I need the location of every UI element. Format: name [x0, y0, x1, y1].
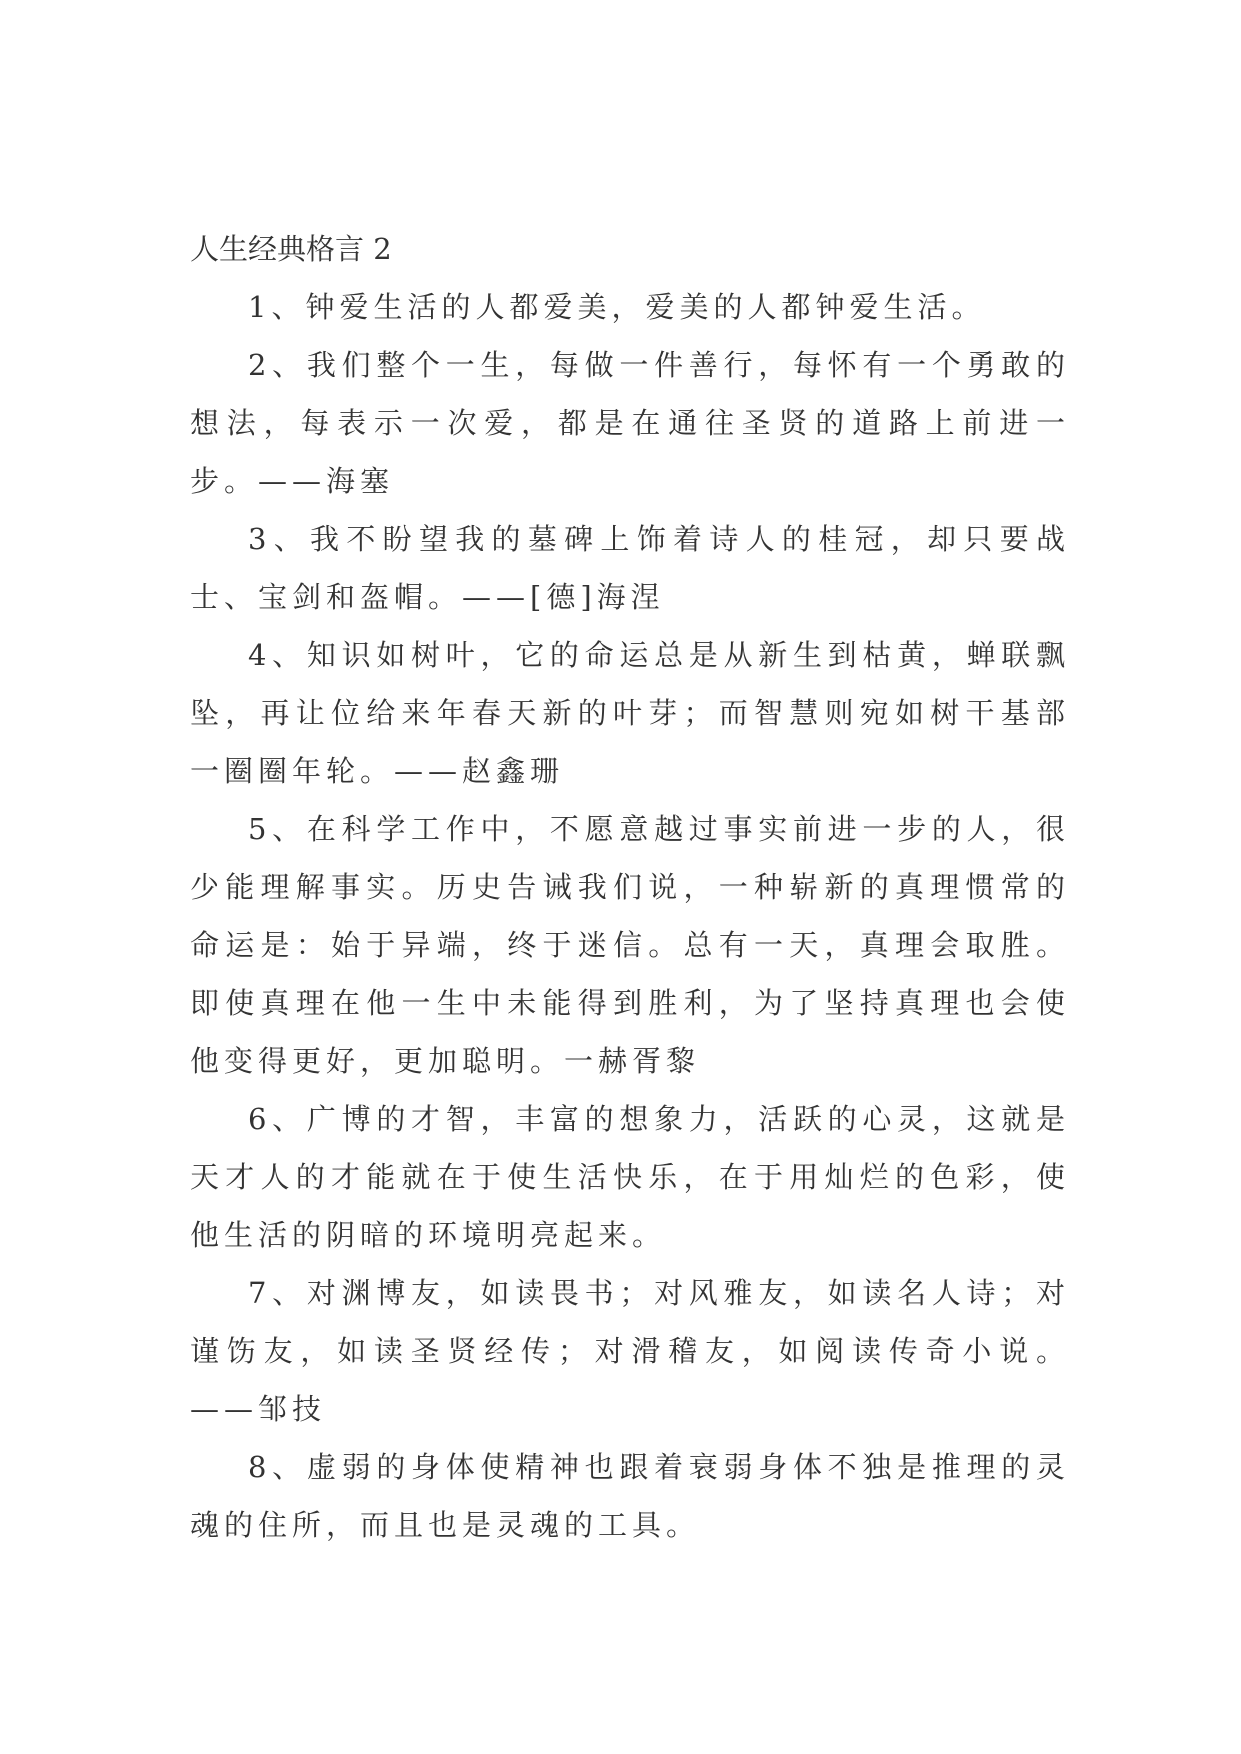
quote-paragraph-5: 5、在科学工作中，不愿意越过事实前进一步的人，很少能理解事实。历史告诫我们说，一种崭新的真理惯常的命运是：始于异端，终于迷信。总有一天，真理会取胜。即使真理在他一生中未能得到胜利，为了坚持真理也会使他变得更好，更加聪明。一赫胥黎: [190, 812, 1070, 1078]
quote-paragraph-1: 1、钟爱生活的人都爱美，爱美的人都钟爱生活。: [248, 290, 986, 324]
quote-paragraph-3: 3、我不盼望我的墓碑上饰着诗人的桂冠，却只要战士、宝剑和盔帽。——[德]海涅: [190, 522, 1070, 614]
quote-paragraph-6: 6、广博的才智，丰富的想象力，活跃的心灵，这就是天才人的才能就在于使生活快乐，在于用灿烂的色彩，使他生活的阴暗的环境明亮起来。: [190, 1102, 1070, 1252]
quote-paragraph-4: 4、知识如树叶，它的命运总是从新生到枯黄，蝉联飘坠，再让位给来年春天新的叶芽；而智慧则宛如树干基部一圈圈年轮。——赵鑫珊: [190, 638, 1070, 788]
document-body: [190, 220, 1070, 1554]
quote-paragraph-8: 8、虚弱的身体使精神也跟着衰弱身体不独是推理的灵魂的住所，而且也是灵魂的工具。: [190, 1450, 1070, 1542]
document-title: 人生经典格言 2: [190, 232, 392, 266]
quote-paragraph-2: 2、我们整个一生，每做一件善行，每怀有一个勇敢的想法，每表示一次爱，都是在通往圣贤的道路上前进一步。——海塞: [190, 348, 1070, 498]
quote-paragraph-7: 7、对渊博友，如读畏书；对风雅友，如读名人诗；对谨饬友，如读圣贤经传；对滑稽友，如阅读传奇小说。——邹技: [190, 1276, 1070, 1426]
